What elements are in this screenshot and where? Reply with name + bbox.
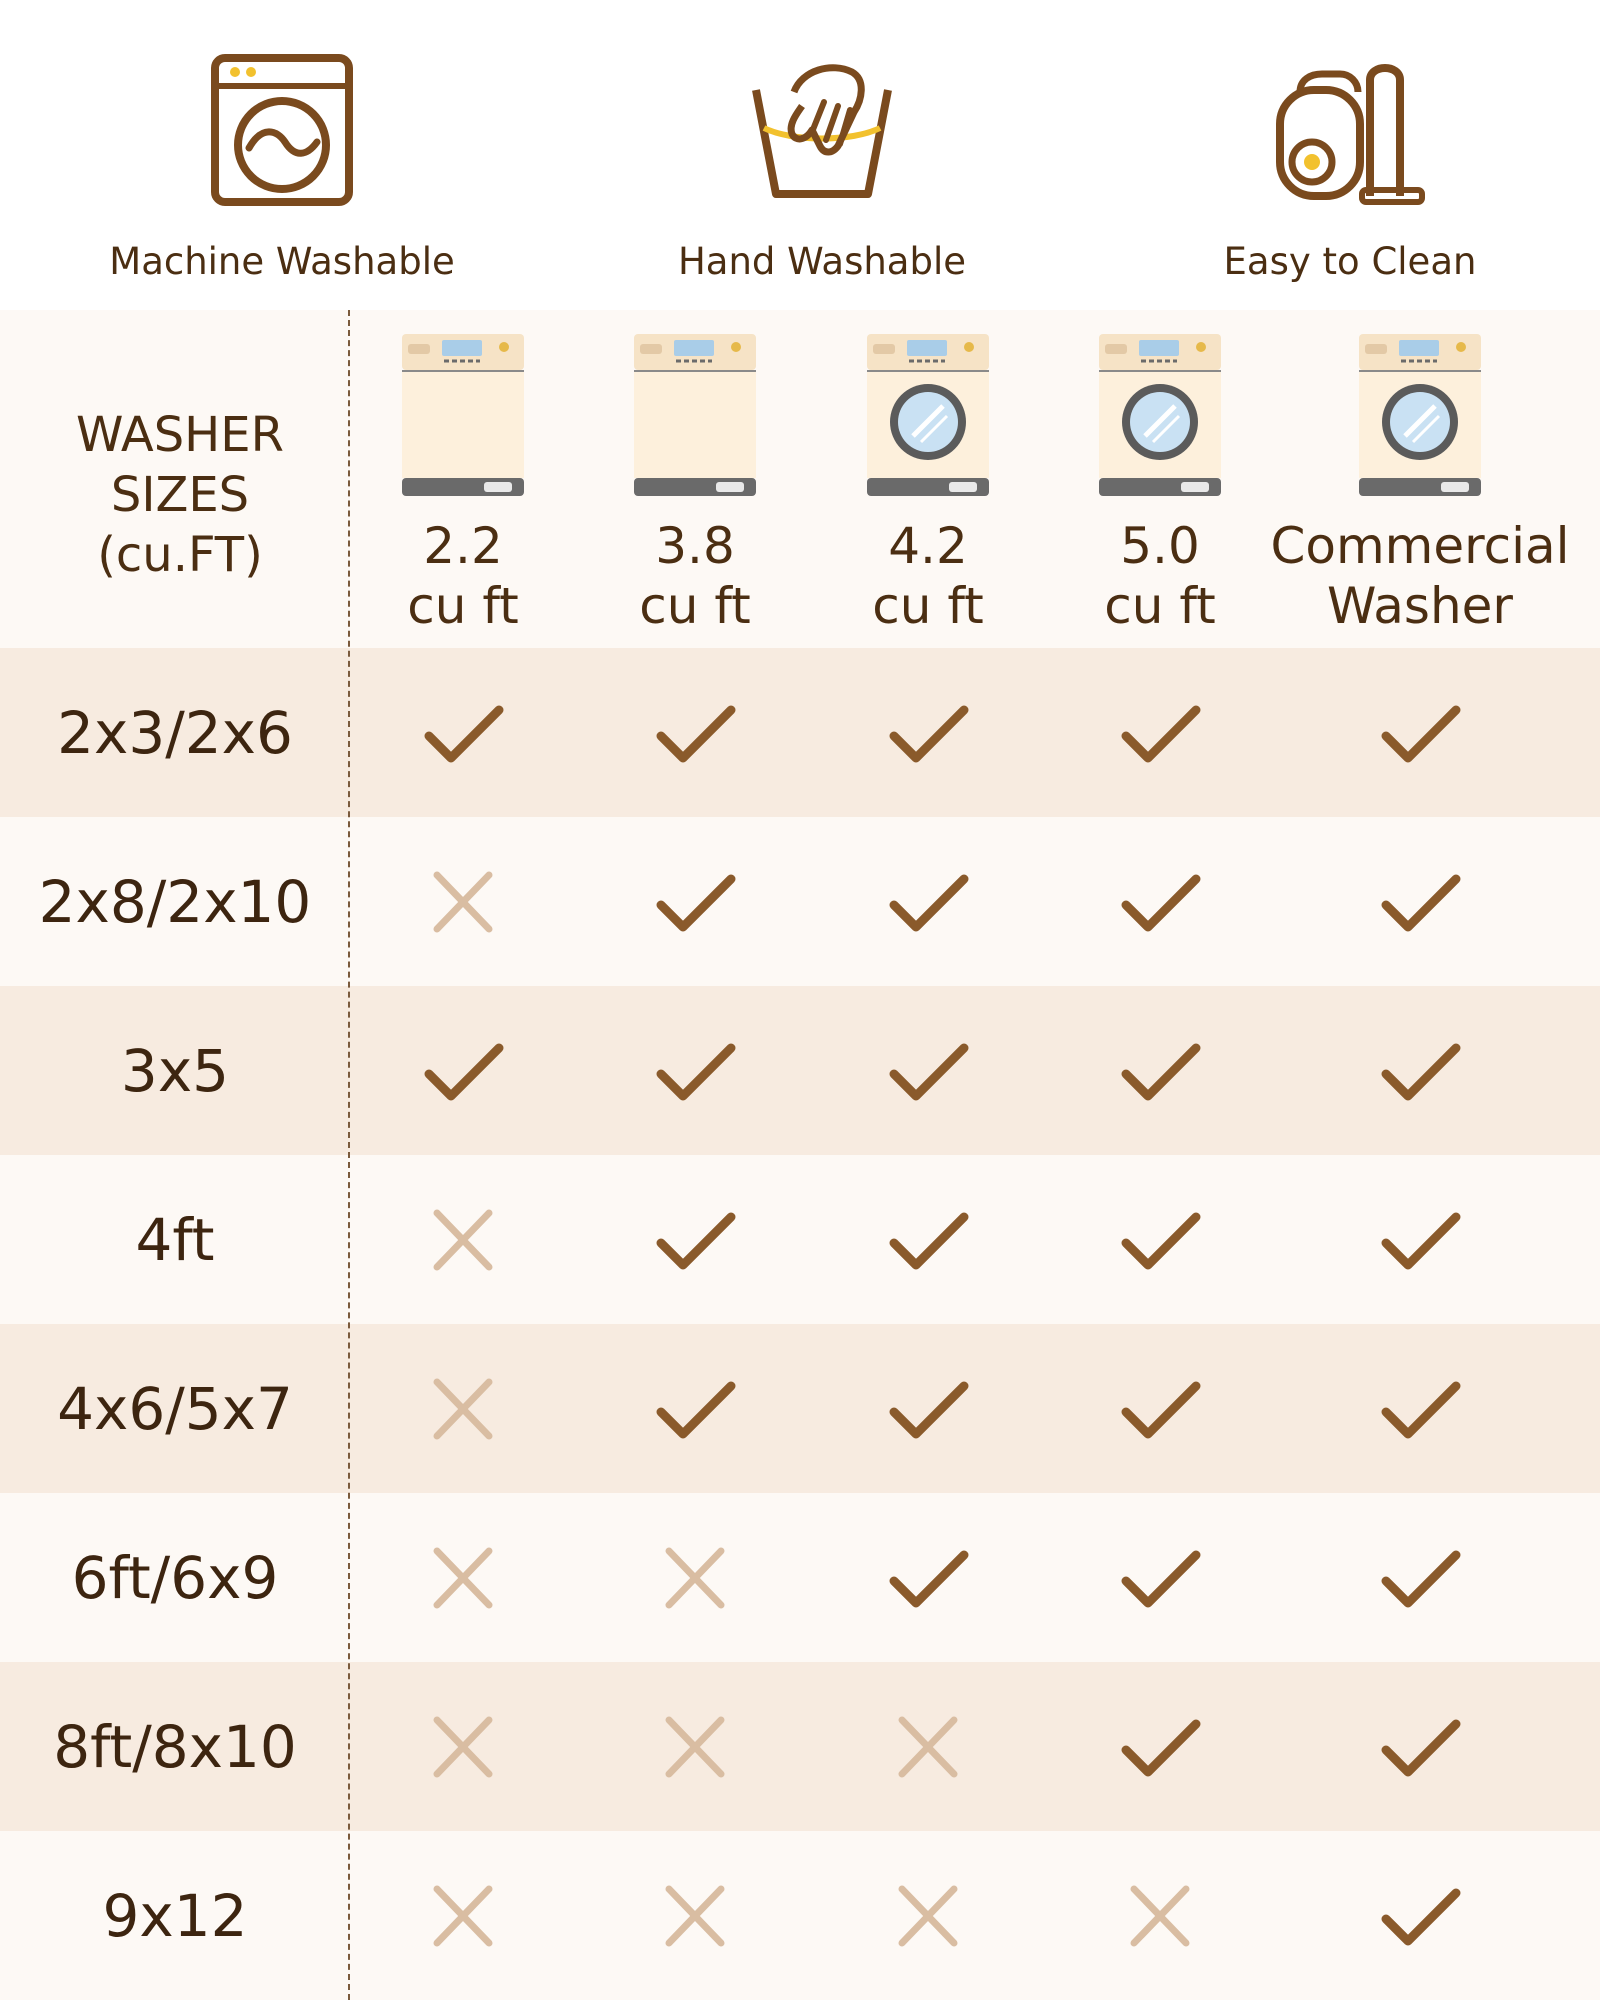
cross-icon bbox=[635, 1493, 755, 1662]
table-row bbox=[0, 1493, 1600, 1662]
feature-machine-washable bbox=[72, 40, 492, 300]
cross-icon bbox=[403, 1324, 523, 1493]
column-label-line: 5.0 bbox=[1120, 517, 1200, 575]
table-row bbox=[0, 1831, 1600, 2000]
check-icon bbox=[1360, 1155, 1480, 1324]
corner-line: SIZES bbox=[110, 467, 250, 523]
check-icon bbox=[635, 1324, 755, 1493]
check-icon bbox=[868, 1155, 988, 1324]
column-capacity-label bbox=[1270, 516, 1569, 636]
column-label-line: 2.2 bbox=[423, 517, 503, 575]
cross-icon bbox=[635, 1831, 755, 2000]
column-divider bbox=[348, 310, 350, 2000]
column-label-line: cu ft bbox=[1104, 577, 1216, 635]
column-label-line: Washer bbox=[1327, 577, 1513, 635]
rug-size-label: 4x6/5x7 bbox=[57, 1374, 293, 1443]
table-row bbox=[0, 1324, 1600, 1493]
cross-icon bbox=[403, 1493, 523, 1662]
cross-icon bbox=[868, 1831, 988, 2000]
rug-size-label: 3x5 bbox=[120, 1036, 230, 1105]
check-icon bbox=[1360, 648, 1480, 817]
rug-size-label: 4ft bbox=[135, 1205, 215, 1274]
feature-label: Easy to Clean bbox=[1223, 240, 1477, 283]
table-header-row bbox=[0, 310, 1600, 648]
check-icon bbox=[1100, 1324, 1220, 1493]
column-header-5 bbox=[1260, 330, 1580, 640]
cross-icon bbox=[403, 817, 523, 986]
column-label-line: 4.2 bbox=[888, 517, 968, 575]
check-icon bbox=[1100, 986, 1220, 1155]
cross-icon bbox=[635, 1662, 755, 1831]
feature-label: Hand Washable bbox=[677, 240, 966, 283]
check-icon bbox=[635, 817, 755, 986]
check-icon bbox=[635, 648, 755, 817]
front-load-washer-icon bbox=[1097, 330, 1223, 502]
corner-line: (cu.FT) bbox=[97, 527, 263, 583]
check-icon bbox=[1360, 817, 1480, 986]
check-icon bbox=[868, 1324, 988, 1493]
cross-icon bbox=[403, 1831, 523, 2000]
rug-size-label: 2x8/2x10 bbox=[38, 867, 312, 936]
check-icon bbox=[403, 648, 523, 817]
vacuum-cleaner-icon bbox=[1265, 40, 1435, 220]
column-capacity-label bbox=[872, 516, 983, 636]
front-load-washer-icon bbox=[865, 330, 991, 502]
cross-icon bbox=[403, 1662, 523, 1831]
check-icon bbox=[635, 986, 755, 1155]
check-icon bbox=[868, 1493, 988, 1662]
check-icon bbox=[1360, 986, 1480, 1155]
check-icon bbox=[1100, 648, 1220, 817]
check-icon bbox=[868, 648, 988, 817]
cross-icon bbox=[403, 1155, 523, 1324]
feature-easy-to-clean bbox=[1140, 40, 1560, 300]
check-icon bbox=[868, 817, 988, 986]
check-icon bbox=[1360, 1324, 1480, 1493]
rug-size-label: 2x3/2x6 bbox=[57, 698, 293, 767]
check-icon bbox=[403, 986, 523, 1155]
cross-icon bbox=[1100, 1831, 1220, 2000]
check-icon bbox=[1360, 1662, 1480, 1831]
rug-size-label: 6ft/6x9 bbox=[71, 1543, 279, 1612]
check-icon bbox=[1100, 1155, 1220, 1324]
front-load-washer-icon bbox=[1357, 330, 1483, 502]
check-icon bbox=[1360, 1493, 1480, 1662]
feature-hand-washable bbox=[612, 40, 1032, 300]
column-label-line: cu ft bbox=[872, 577, 984, 635]
hand-wash-basin-icon bbox=[737, 40, 907, 220]
column-label-line: cu ft bbox=[639, 577, 751, 635]
check-icon bbox=[1100, 817, 1220, 986]
washer-size-table bbox=[0, 310, 1600, 2000]
column-label-line: 3.8 bbox=[655, 517, 735, 575]
column-label-line: Commercial bbox=[1270, 517, 1570, 575]
washer-sizes-header bbox=[20, 405, 340, 585]
feature-label: Machine Washable bbox=[109, 240, 455, 283]
column-capacity-label bbox=[639, 516, 750, 636]
rug-size-label: 8ft/8x10 bbox=[53, 1712, 297, 1781]
top-load-washer-icon bbox=[632, 330, 758, 502]
check-icon bbox=[868, 986, 988, 1155]
cross-icon bbox=[868, 1662, 988, 1831]
column-capacity-label bbox=[1104, 516, 1215, 636]
table-row bbox=[0, 648, 1600, 817]
top-load-washer-icon bbox=[400, 330, 526, 502]
feature-band bbox=[0, 0, 1600, 310]
check-icon bbox=[1100, 1662, 1220, 1831]
check-icon bbox=[1100, 1493, 1220, 1662]
column-label-line: cu ft bbox=[407, 577, 519, 635]
check-icon bbox=[635, 1155, 755, 1324]
corner-line: WASHER bbox=[76, 407, 284, 463]
table-row bbox=[0, 1155, 1600, 1324]
check-icon bbox=[1360, 1831, 1480, 2000]
table-row bbox=[0, 817, 1600, 986]
rug-size-label: 9x12 bbox=[102, 1881, 248, 1950]
washing-machine-icon bbox=[197, 40, 367, 220]
table-row bbox=[0, 1662, 1600, 1831]
column-capacity-label bbox=[407, 516, 518, 636]
table-row bbox=[0, 986, 1600, 1155]
